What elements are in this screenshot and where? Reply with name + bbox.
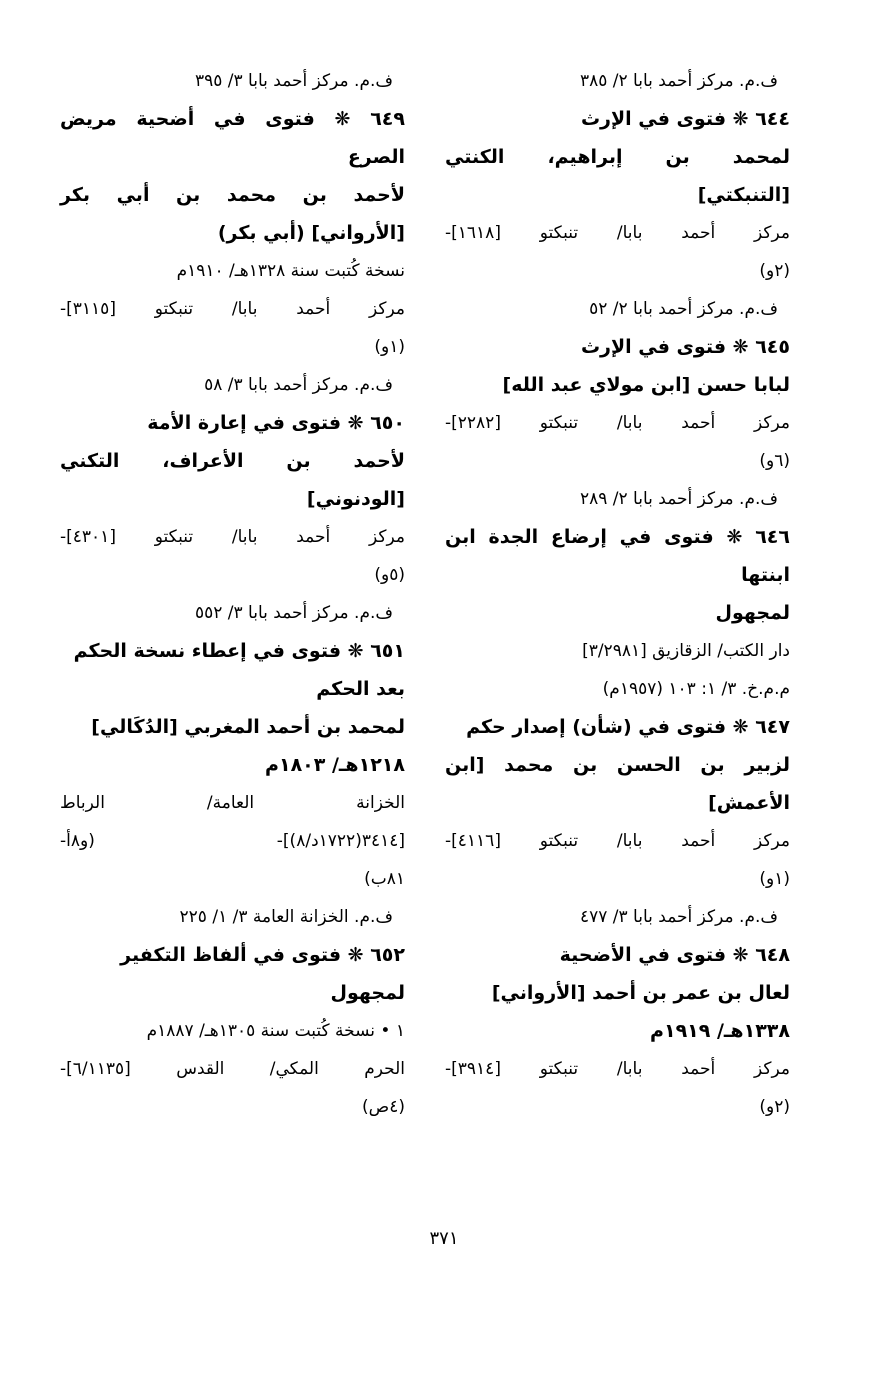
entry-text-line: مركز أحمد بابا/ تنبكتو [١٦١٨]-	[445, 223, 790, 243]
entry-heading-line: لبابا حسن [ابن مولاي عبد الله]	[502, 374, 790, 396]
entry-heading-line: ٦٤٧ ❋ فتوى في (شأن) إصدار حكم	[466, 716, 790, 738]
entry-text-line: (٢و)	[759, 1097, 790, 1117]
entry-text-line: الخزانة العامة/ الرباط	[60, 793, 405, 813]
entry-text-line: ف.م. مركز أحمد بابا ٣/ ٤٧٧	[579, 907, 778, 927]
entry-text-line: دار الكتب/ الزقازيق [٣/٢٩٨١]	[582, 641, 790, 661]
entry-heading-line: لأحمد بن محمد بن أبي بكر	[60, 184, 405, 206]
entry-heading-line: ٦٤٥ ❋ فتوى في الإرث	[580, 336, 790, 358]
entry-heading-line: [الودنوني]	[306, 488, 405, 510]
entry-text-line: مركز أحمد بابا/ تنبكتو [٤٣٠١]-	[60, 527, 405, 547]
entry-heading-line: ٦٤٩ ❋ فتوى في أضحية مريض	[60, 108, 405, 130]
page-number: ٣٧١	[429, 1228, 459, 1249]
entry-text-line: (٢و)	[759, 261, 790, 281]
entry-heading-line: بعد الحكم	[316, 678, 405, 700]
entry-text-line: ف.م. مركز أحمد بابا ٢/ ٣٨٥	[579, 71, 778, 91]
entry-heading-line: ١٣٣٨هـ/ ١٩١٩م	[650, 1020, 790, 1042]
entry-text-line: مركز أحمد بابا/ تنبكتو [٤١١٦]-	[445, 831, 790, 851]
right-column	[445, 62, 790, 1126]
entry-text-line: مركز أحمد بابا/ تنبكتو [٢٢٨٢]-	[445, 413, 790, 433]
entry-text-line: (٦و)	[759, 451, 790, 471]
entry-heading-line: [التنبكتي]	[697, 184, 790, 206]
entry-heading-line: لمحمد بن إبراهيم، الكنتي	[445, 146, 790, 168]
entry-text-line: ف.م. الخزانة العامة ٣/ ١/ ٢٢٥	[179, 907, 393, 927]
entry-heading-line: الأعمش]	[708, 792, 790, 814]
entry-heading-line: لأحمد بن الأعراف، التكني	[60, 450, 405, 472]
entry-heading-line: ٦٤٦ ❋ فتوى في إرضاع الجدة ابن	[445, 526, 790, 548]
entry-text-line: ف.م. مركز أحمد بابا ٣/ ٥٥٢	[194, 603, 393, 623]
entry-text-line: مركز أحمد بابا/ تنبكتو [٣٩١٤]-	[445, 1059, 790, 1079]
entry-text-line: (٥و)	[374, 565, 405, 585]
entry-heading-line: لعال بن عمر بن أحمد [الأرواني]	[491, 982, 790, 1004]
entry-heading-line: ٦٥٢ ❋ فتوى في ألفاظ التكفير	[120, 944, 405, 966]
left-column	[60, 62, 405, 1126]
entry-heading-line: الصرع	[347, 146, 405, 168]
entry-text-line: ف.م. مركز أحمد بابا ٣/ ٥٨	[204, 375, 393, 395]
entry-text-line: م.م.خ. ٣/ ١: ١٠٣ (١٩٥٧م)	[602, 679, 790, 699]
entry-text-line: ١ • نسخة كُتبت سنة ١٣٠٥هـ/ ١٨٨٧م	[146, 1021, 405, 1041]
entry-heading-line: ابنتها	[741, 564, 790, 586]
entry-heading-line: ١٢١٨هـ/ ١٨٠٣م	[265, 754, 405, 776]
entry-heading-line: [الأرواني] (أبي بكر)	[217, 222, 405, 244]
entry-text-line: (١و)	[759, 869, 790, 889]
entry-text-line: (٤ص)	[362, 1097, 405, 1117]
entry-heading-line: لزبير بن الحسن بن محمد [ابن	[445, 754, 790, 776]
entry-text-line: ٨١ب)	[364, 869, 405, 889]
entry-text-line: ف.م. مركز أحمد بابا ٢/ ٥٢	[589, 299, 778, 319]
entry-heading-line: لمجهول	[715, 602, 790, 624]
entry-text-line: ف.م. مركز أحمد بابا ٣/ ٣٩٥	[194, 71, 393, 91]
entry-heading-line: لمجهول	[330, 982, 405, 1004]
entry-text-line: ف.م. مركز أحمد بابا ٢/ ٢٨٩	[579, 489, 778, 509]
entry-text-line: (١و)	[374, 337, 405, 357]
entry-heading-line: لمحمد بن أحمد المغربي [الدُكَالي]	[91, 716, 405, 738]
entry-text-line: مركز أحمد بابا/ تنبكتو [٣١١٥]-	[60, 299, 405, 319]
entry-heading-line: ٦٥١ ❋ فتوى في إعطاء نسخة الحكم	[73, 640, 405, 662]
entry-text-line: الحرم المكي/ القدس [٦/١١٣٥]-	[60, 1059, 405, 1079]
entry-heading-line: ٦٥٠ ❋ فتوى في إعارة الأمة	[147, 412, 405, 434]
entry-text-line: [٣٤١٤(١٧٢٢د/٨)]- (و٨أ-	[60, 831, 405, 851]
entry-heading-line: ٦٤٤ ❋ فتوى في الإرث	[580, 108, 790, 130]
entry-heading-line: ٦٤٨ ❋ فتوى في الأضحية	[559, 944, 790, 966]
entry-text-line: نسخة كُتبت سنة ١٣٢٨هـ/ ١٩١٠م	[176, 261, 405, 281]
